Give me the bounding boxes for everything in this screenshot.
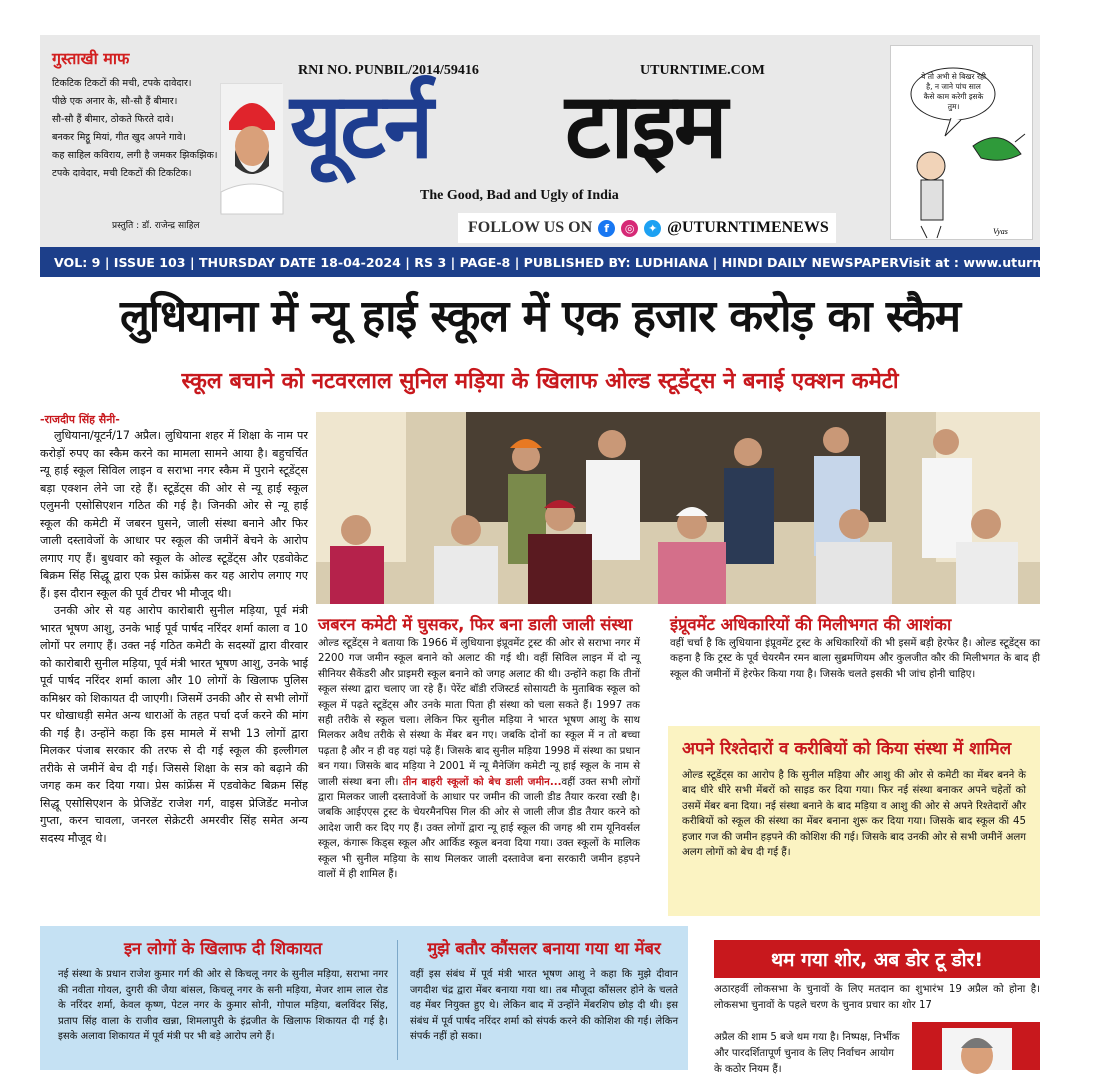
- mid-story-red-lead: तीन बाहरी स्कूलों को बेच डाली जमीन...: [402, 776, 562, 788]
- editorial-cartoon: [890, 45, 1033, 240]
- byline: -राजदीप सिंह सैनी-: [40, 413, 120, 426]
- side-story-body-continued: अप्रैल की शाम 5 बजे थम गया है। निष्पक्ष, निर्भीक और पारदर्शितापूर्ण चुनाव के लिए निर्वाचन आयोग के कठोर नियम हैं।: [714, 1032, 900, 1075]
- gustakhi-maaf-box: [46, 43, 216, 235]
- right-story-body: वहीं चर्चा है कि लुधियाना इंप्रूवमेंट ट्रस्ट के अधिकारियों की भी इसमें बड़ी हेरफेर है। ओल्ड स्टूडेंट्स का कहना है कि ट्रस्ट के पूर्व चेयरमैन रमन बाला सुब्रमणियम और कुलजीत कौर की मिलीभगत के बाद ही स्कूल की जमीनों में हेरफेर किया गया है। जिसके चलते इसकी भी जांच होनी चाहिए।: [670, 638, 1040, 680]
- issue-details: VOL: 9 | ISSUE 103 | THURSDAY DATE 18-04-2024 | RS 3 | PAGE-8 | PUBLISHED BY: LUDHIANA | HINDI DAILY NEWSPAPER: [54, 254, 899, 270]
- poem-line: पीछे एक अनार के, सौ-सौ हैं बीमार।: [52, 96, 178, 107]
- poem-line: टिकटिक टिकटों की मची, टपके दावेदार।: [52, 78, 192, 89]
- main-story-paragraph: उनकी ओर से यह आरोप कारोबारी सुनील मड़िया, पूर्व मंत्री भारत भूषण आशु, उनके भाई पूर्व पार्षद नरिंदर शर्मा काला व 10 लोगों पर लगाए हैं। उक्त नई गठित कमेटी के सदस्यों द्वारा वीरवार को कारोबारी सुनील मड़िया, पूर्व मंत्री भारत भूषण आशु, उनके भाई पूर्व पार्षद नरिंदर शर्मा काला और 10 लोगों के खिलाफ पुलिस कमिश्नर को शिकायत दी जाएगी। जिसमें उनकी और से सभी लोगों पर धोखाधड़ी समेत अन्य धाराओं के तहत पर्चा दर्ज करने की मांग की गई है। उन्होंने कहा कि इस मामले में सभी 13 लोगों द्वारा मिलकर पंजाब सरकार की तरफ से दी गई स्कूल की इल्लीगल तरीके से जमीनें बेच दी गई। जिससे शिक्षा के सत्र को बढ़ाने की जगह कम कर दिया गया। प्रेस कांफ्रेंस में एडवोकेट बिक्रम सिंह सिद्धू एसोसिएशन के प्रेजिडेंट राजेश गर्ग, वाइस प्रेजिडेंट मनोज गुप्ता, करन चावला, जनरल सेक्रेटरी अमरवीर सिंह समेत अन्य सदस्य मौजूद थे।: [40, 604, 308, 845]
- side-story-title: थम गया शोर, अब डोर टू डोर!: [714, 940, 1040, 978]
- poem-line: कह साहिल कविराय, लगी है जमकर झिकझिक।: [52, 150, 218, 161]
- poem-line: टपके दावेदार, मची टिकटों की टिकटिक।: [52, 168, 192, 179]
- councillor-story-body: वहीं इस संबंध में पूर्व मंत्री भारत भूषण आशु ने कहा कि मुझे दीवान जगदीश चंद्र द्वारा मेंबर बनाया गया था। तब मौजूदा कौंसलर होने के चलते वह मेंबर नियुक्त हुए थे। लेकिन बाद में उन्होंने मेंबरशिप छोड़ दी थी। इस संबंध में पूर्व पार्षद नरिंदर शर्मा को संपर्क करने की कोशिश की गई। लेकिन संपर्क नहीं हो सका।: [410, 969, 678, 1042]
- brand-name-part2: टाइम: [565, 74, 726, 179]
- masthead: [40, 35, 1040, 247]
- cartoonist-signature: Vyas: [993, 227, 1008, 236]
- facebook-icon[interactable]: f: [598, 220, 615, 237]
- sub-headline: स्कूल बचाने को नटवरलाल सुनिल मड़िया के खिलाफ ओल्ड स्टूडेंट्स ने बनाई एक्शन कमेटी: [181, 369, 899, 394]
- issue-info-bar: [40, 247, 1107, 277]
- follow-us-label: FOLLOW US ON: [468, 219, 593, 236]
- poem-credit: प्रस्तुति : डॉ. राजेन्द्र साहिल: [112, 221, 200, 231]
- column-divider: [397, 940, 398, 1060]
- site-url[interactable]: UTURNTIME.COM: [640, 63, 765, 78]
- follow-us-bar: [458, 213, 836, 243]
- mid-story-paragraph: ओल्ड स्टूडेंट्स ने बताया कि 1966 में लुधियाना इंप्रूवमेंट ट्रस्ट की ओर से सराभा नगर में 2200 गज जमीन स्कूल बनाने को अलाट की गई थी। वहीं सिविल लाइन में दो न्यू सीनियर सैकेंडरी और प्राइमरी स्कूल बनाने को जगह अलाट की थी। उन्होंने कहा कि तीनों स्कूल संस्था द्वारा चलाए जा रहे हैं। पेरेंट बॉडी रजिस्टर्ड सोसायटी के मुताबिक स्कूल को स्कूल में पढ़ते स्टूडेंट्स और उनके माता पिता ही संस्था को चला सकते हैं। 1997 तक सही तरीके से स्कूल चला। लेकिन फिर सुनील मड़िया ने भारत भूषण आशु के साथ मिलकर अवैध तरीके से संस्था के मेंबर बन गए। जबकि दोनों का स्कूल में न तो बच्चा पढ़ता है और न ही वह यहां पढ़े हैं। जिसके बाद सुनील मड़िया 1998 में संस्था का प्रधान बन गया। जिसके बाद मड़िया ने 2001 में न्यू मैनेजिंग कमेटी न्यू हाई स्कूल के नाम से जाली संस्था बना ली।: [318, 638, 640, 788]
- right-story-title: इंप्रूवमेंट अधिकारियों की मिलीभगत की आशंका: [670, 615, 952, 634]
- main-story-body: [40, 427, 308, 847]
- councillor-story: [410, 936, 678, 1045]
- councillor-story-title: मुझे बतौर कौंसलर बनाया गया था मेंबर: [427, 939, 661, 958]
- mid-story-paragraph: वहीं उक्त सभी लोगों द्वारा मिलकर जाली दस्तावेजों के आधार पर जमीन की जाली डीड तैयार करवा रखी है। जबकि आईएएस ट्रस्ट के चेयरमैनपिस गिल की ओर से जाली लीज डीड तैयार करने को आदेश जारी कर दिए गए हैं। उक्त लोगों द्वारा न्यू हाई स्कूल की जगह श्री राम यूनिवर्सल स्कूल, कंगारू किड्स स्कूल और आर्किड स्कूल बनवा दिया गया। उक्त स्कूलों के मालिक स्कूल भी सुनील मड़िया के साथ मिलकर जाली दस्तावेज बना सरकारी जमीन हड़पने वालों में ही शामिल हैं।: [318, 776, 640, 881]
- social-handle[interactable]: @UTURNTIMENEWS: [667, 219, 829, 236]
- complaint-story: [58, 936, 388, 1045]
- complaint-story-body: नई संस्था के प्रधान राजेश कुमार गर्ग की ओर से किचलू नगर के सुनील मड़िया, सराभा नगर की नवीता गोयल, दुगरी की जैया बांसल, किचलू नगर के सनी मड़िया, मेजर शाम लाल रोड के नरिंदर शर्मा, केवल कृष्ण, पेटल नगर के कुमार सोनी, गोपाल मड़िया, बलविंदर सिंह, प्रताप सिंह वाला के राजीव खन्ना, शिमलापुरी के इंद्रजीत के खिलाफ शिकायत दी गई है। इसके अलावा शिकायत में पूर्व मंत्री पर भी बड़े आरोप लगे हैं।: [58, 969, 388, 1042]
- side-story-body: अठारहवीं लोकसभा के चुनावों के लिए मतदान का शुभारंभ 19 अप्रैल को होना है। लोकसभा चुनावों के पहले चरण के चुनाव प्रचार का शोर 17: [714, 984, 1040, 1011]
- cartoon-speech: ये तो अभी से बिखर रही है, न जाने पांच साल कैसे काम करेगी इसके तुम।: [921, 72, 986, 111]
- mid-story-body: [318, 636, 640, 914]
- twitter-icon[interactable]: ✦: [644, 220, 661, 237]
- main-headline: लुधियाना में न्यू हाई स्कूल में एक हजार करोड़ का स्कैम: [119, 291, 961, 342]
- instagram-icon[interactable]: ◎: [621, 220, 638, 237]
- bottom-stories-box: [40, 926, 688, 1070]
- poem-line: सौ-सौ हैं बीमार, ठोकते फिरते दावे।: [52, 114, 174, 125]
- mid-story-title: जबरन कमेटी में घुसकर, फिर बना डाली जाली संस्था: [318, 615, 633, 634]
- relatives-story-body: ओल्ड स्टूडेंट्स का आरोप है कि सुनील मड़िया और आशु की ओर से कमेटी का मेंबर बनने के बाद धीरे धीरे सभी मेंबरों को साइड कर दिया गया। फिर नई संस्था बनाकर अपने चहेतों को उसमें मेंबर बना दिया। नई संस्था बनाने के बाद मड़िया व आशु की ओर से अपने रिश्तेदारों और करीबियों को स्कूल की संस्था का मेंबर बनाना शुरू कर दिया गया। जिसके बाद स्कूल की 45 हजार गज की जमीन हड़पने की कोशिश की गई। जिसके बाद उनकी ओर से सभी जमीनें अलग अलग लोगों को बेच दी गई हैं।: [682, 770, 1026, 859]
- visit-website[interactable]: Visit at : www.uturntime.com: [898, 254, 1107, 270]
- brand-name-part1: यूटर्न: [290, 74, 432, 179]
- poem-line: बनकर मिट्ठू मियां, गीत खुद अपने गावे।: [52, 132, 186, 143]
- side-story-photo: [912, 1022, 1040, 1070]
- relatives-story-box: [668, 726, 1040, 916]
- complaint-story-title: इन लोगों के खिलाफ दी शिकायत: [123, 939, 323, 958]
- main-story-paragraph: लुधियाना/यूटर्न/17 अप्रैल। लुधियाना शहर में शिक्षा के नाम पर करोड़ों रुपए का स्कैम करने का मामला सामने आया है। बहुचर्चित न्यू हाई स्कूल सिविल लाइन व सराभा नगर स्कैम में पुराने स्टूडेंट्स बड़ा एक्शन लेने जा रहे हैं। स्टूडेंट्स की ओर से न्यू हाई स्कूल एलुमनी एसोसिएशन गठित की गई है। जिनकी ओर से न्यू हाई स्कूल की कमेटी में जबरन घुसने, जाली संस्था बनाने और फिर जाली दस्तावेजों के आधार पर स्कूल की जमीनें बेचने के आरोप लगाए गए हैं। बुधवार को स्कूल के ओल्ड स्टूडेंट्स और एडवोकेट बिक्रम सिंह सिद्धू द्वारा एक प्रेस कांफ्रेंस कर यह आरोप लगाए गए हैं। इस दौरान स्कूल की पूर्व टीचर भी मौजूद थी।: [40, 429, 308, 600]
- press-conference-photo: [316, 412, 1040, 604]
- relatives-story-title: अपने रिश्तेदारों व करीबियों को किया संस्था में शामिल: [682, 739, 1012, 759]
- columnist-photo: [220, 83, 282, 213]
- gustakhi-maaf-title: गुस्ताखी माफ: [52, 49, 130, 68]
- rni-number: RNI NO. PUNBIL/2014/59416: [298, 63, 479, 78]
- tagline: The Good, Bad and Ugly of India: [420, 188, 619, 203]
